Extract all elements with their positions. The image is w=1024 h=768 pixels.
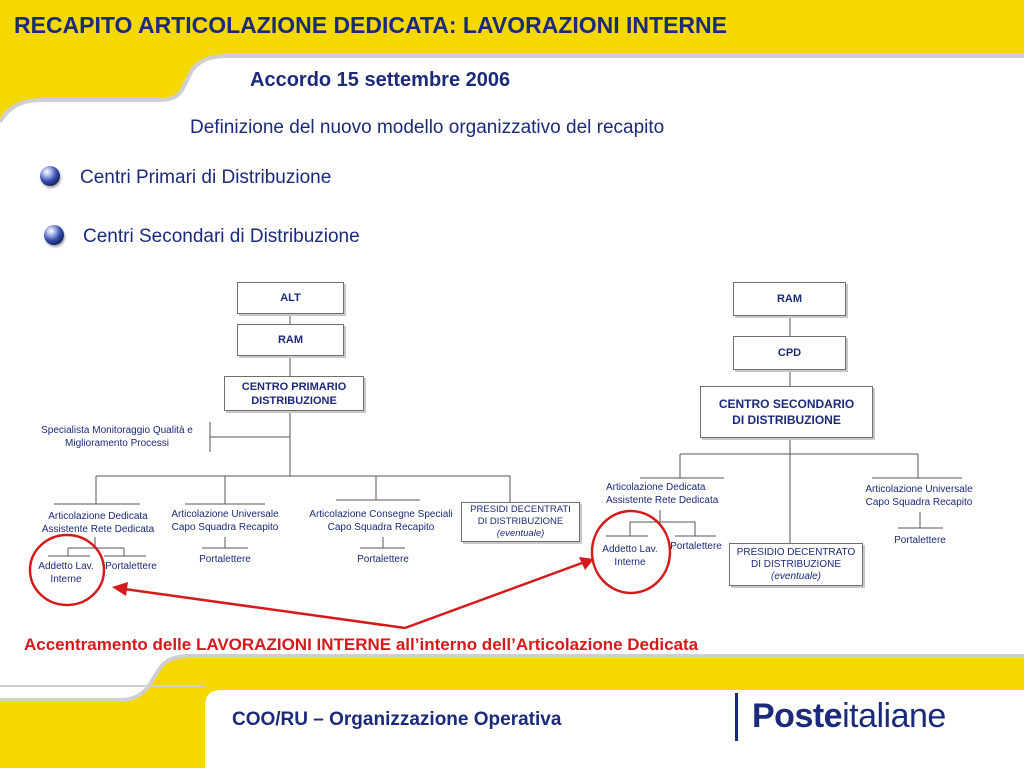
box-centro-secondario: CENTRO SECONDARIO DI DISTRIBUZIONE [700,386,873,438]
node-portalettere-left-2: Portalettere [199,554,251,565]
node-portalettere-right-1: Portalettere [670,541,722,552]
box-presidi-decentrati: PRESIDI DECENTRATI DI DISTRIBUZIONE (eventuale) [461,502,580,542]
node-art-universale-right: Articolazione Universale Capo Squadra Recapito [865,484,973,508]
logo-separator [735,693,738,741]
node-art-dedicata-left: Articolazione Dedicata Assistente Rete Dedicata [41,511,155,535]
box-centro-primario: CENTRO PRIMARIO DISTRIBUZIONE [224,376,364,411]
node-portalettere-left-3: Portalettere [357,554,409,565]
node-portalettere-right-2: Portalettere [894,535,946,546]
node-art-dedicata-right: Articolazione Dedicata Assistente Rete Dedicata [606,482,719,506]
logo-regular-part: italiane [842,697,946,735]
node-addetto-right: Addetto Lav. Interne [602,544,658,568]
callout-text: Accentramento delle LAVORAZIONI INTERNE all’interno dell’Articolazione Dedicata [24,635,699,654]
poste-italiane-logo [752,697,946,736]
bullet-primary: Centri Primari di Distribuzione [80,167,332,188]
box-ram-right: RAM [733,282,846,316]
node-specialista: Specialista Monitoraggio Qualità e Miglioramento Processi [41,425,193,449]
box-ram-left: RAM [237,324,344,356]
bullet-secondary: Centri Secondari di Distribuzione [83,226,360,247]
box-presidio-decentrato: PRESIDIO DECENTRATO DI DISTRIBUZIONE (eventuale) [729,543,863,586]
logo-bold-part: Poste [752,697,843,735]
node-art-universale-left: Articolazione Universale Capo Squadra Recapito [171,509,279,533]
node-portalettere-left-1: Portalettere [105,561,157,572]
box-alt: ALT [237,282,344,314]
footer-text: COO/RU – Organizzazione Operativa [232,709,562,730]
slide-title: RECAPITO ARTICOLAZIONE DEDICATA: LAVORAZIONI INTERNE [14,12,727,38]
slide-subtitle: Accordo 15 settembre 2006 [250,69,511,91]
box-cpd: CPD [733,336,846,370]
definition-text: Definizione del nuovo modello organizzativo del recapito [190,117,665,138]
node-addetto-left: Addetto Lav. Interne [38,561,94,585]
node-art-consegne: Articolazione Consegne Speciali Capo Squadra Recapito [309,509,453,533]
